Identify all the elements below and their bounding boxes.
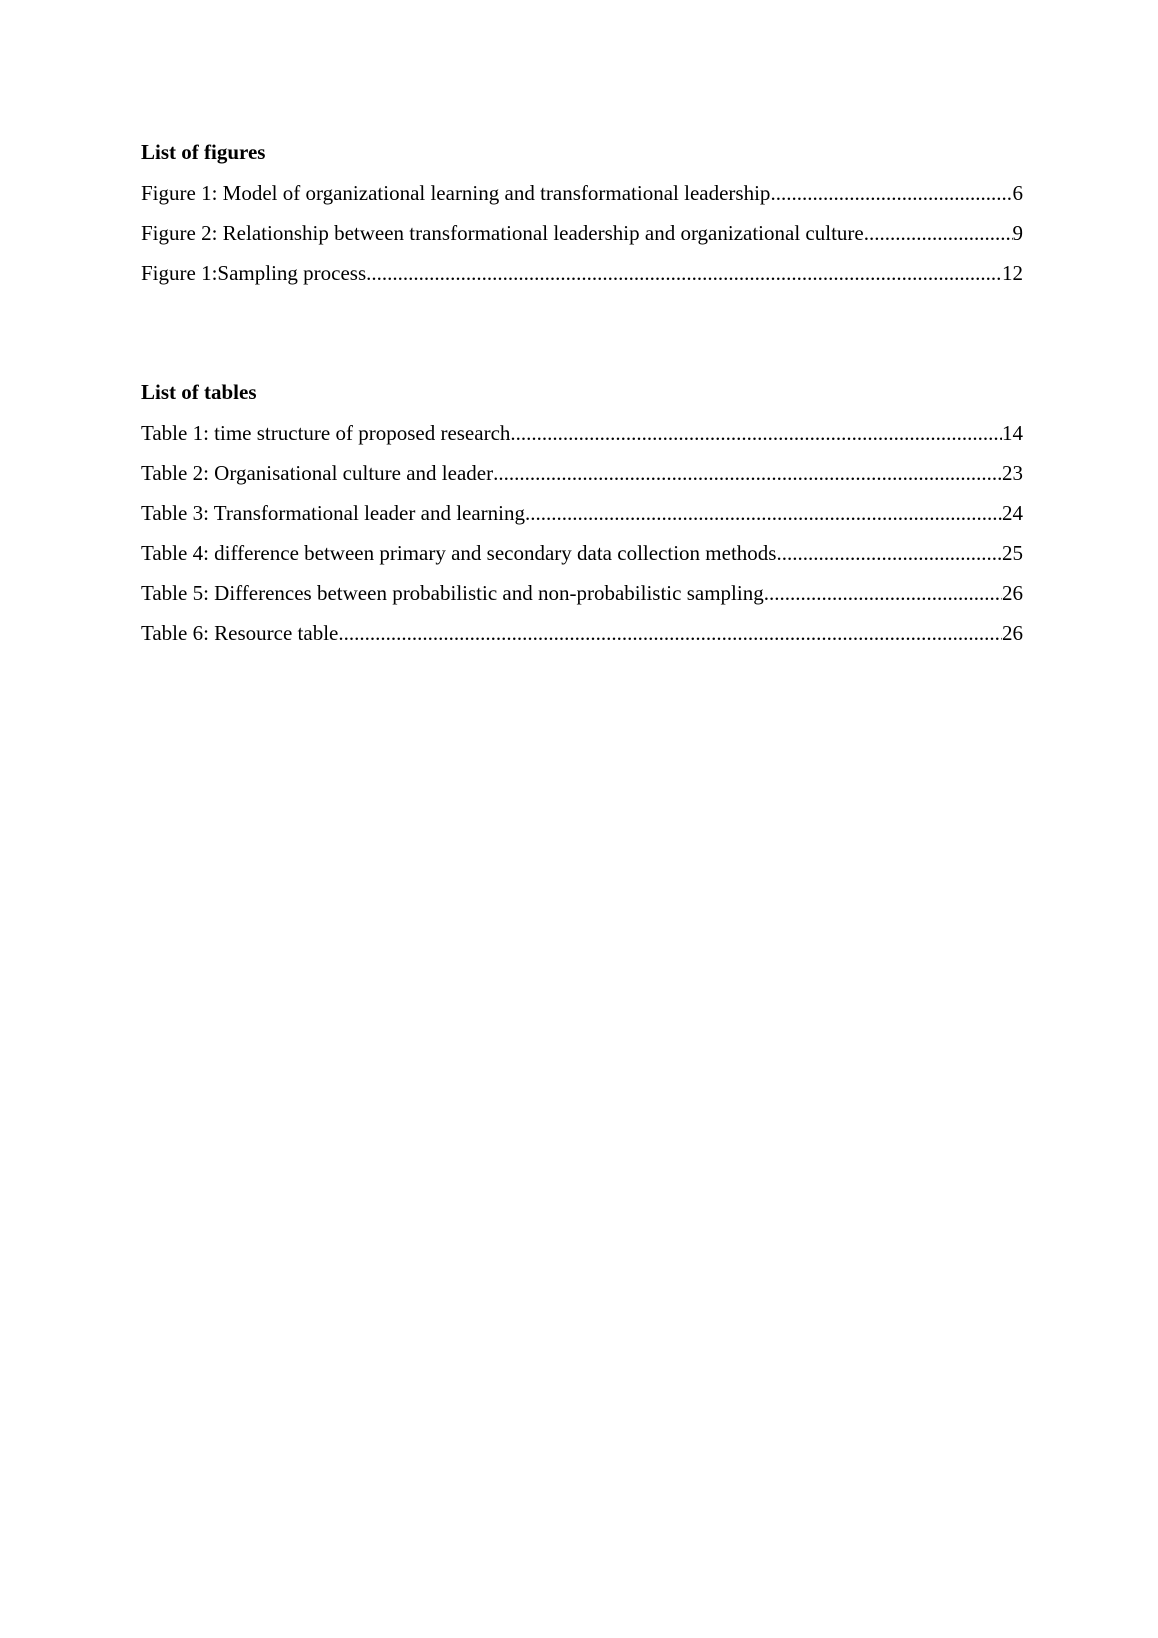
table-entry-page: 14 [1002,421,1023,445]
section-spacer [141,299,1023,378]
table-entry[interactable] [141,619,1023,647]
dot-leader [338,619,1002,647]
dot-leader [366,259,1002,287]
dot-leader [770,179,1012,207]
figure-entry[interactable] [141,259,1023,287]
dot-leader [493,459,1002,487]
document-page [141,138,1023,659]
dot-leader [510,419,1002,447]
table-entry-page: 24 [1002,501,1023,525]
table-entry-label: Table 1: time structure of proposed research [141,421,511,445]
figure-entry-page: 6 [1012,181,1023,205]
table-entry-page: 26 [1002,581,1023,605]
table-entry-page: 26 [1002,621,1023,645]
table-entry-page: 23 [1002,461,1023,485]
list-of-tables-heading: List of tables [141,380,257,404]
table-entry[interactable] [141,459,1023,487]
dot-leader [764,579,1002,607]
dot-leader [525,499,1002,527]
figure-entry-label: Figure 1:Sampling process [141,261,367,285]
table-entry-label: Table 4: difference between primary and secondary data collection methods [141,541,777,565]
list-of-tables [141,419,1023,647]
list-of-figures-heading: List of figures [141,140,266,164]
dot-leader [864,219,1013,247]
table-entry-label: Table 3: Transformational leader and learning [141,501,525,525]
table-entry-page: 25 [1002,541,1023,565]
list-of-figures [141,179,1023,287]
table-entry[interactable] [141,579,1023,607]
figure-entry[interactable] [141,219,1023,247]
dot-leader [776,539,1002,567]
table-entry-label: Table 2: Organisational culture and leader [141,461,494,485]
table-entry[interactable] [141,419,1023,447]
table-entry[interactable] [141,539,1023,567]
figure-entry-page: 12 [1002,261,1023,285]
table-entry[interactable] [141,499,1023,527]
table-entry-label: Table 6: Resource table [141,621,339,645]
figure-entry[interactable] [141,179,1023,207]
figure-entry-label: Figure 1: Model of organizational learning and transformational leadership [141,181,771,205]
table-entry-label: Table 5: Differences between probabilistic and non-probabilistic sampling [141,581,764,605]
figure-entry-page: 9 [1012,221,1023,245]
figure-entry-label: Figure 2: Relationship between transformational leadership and organizational culture [141,221,864,245]
